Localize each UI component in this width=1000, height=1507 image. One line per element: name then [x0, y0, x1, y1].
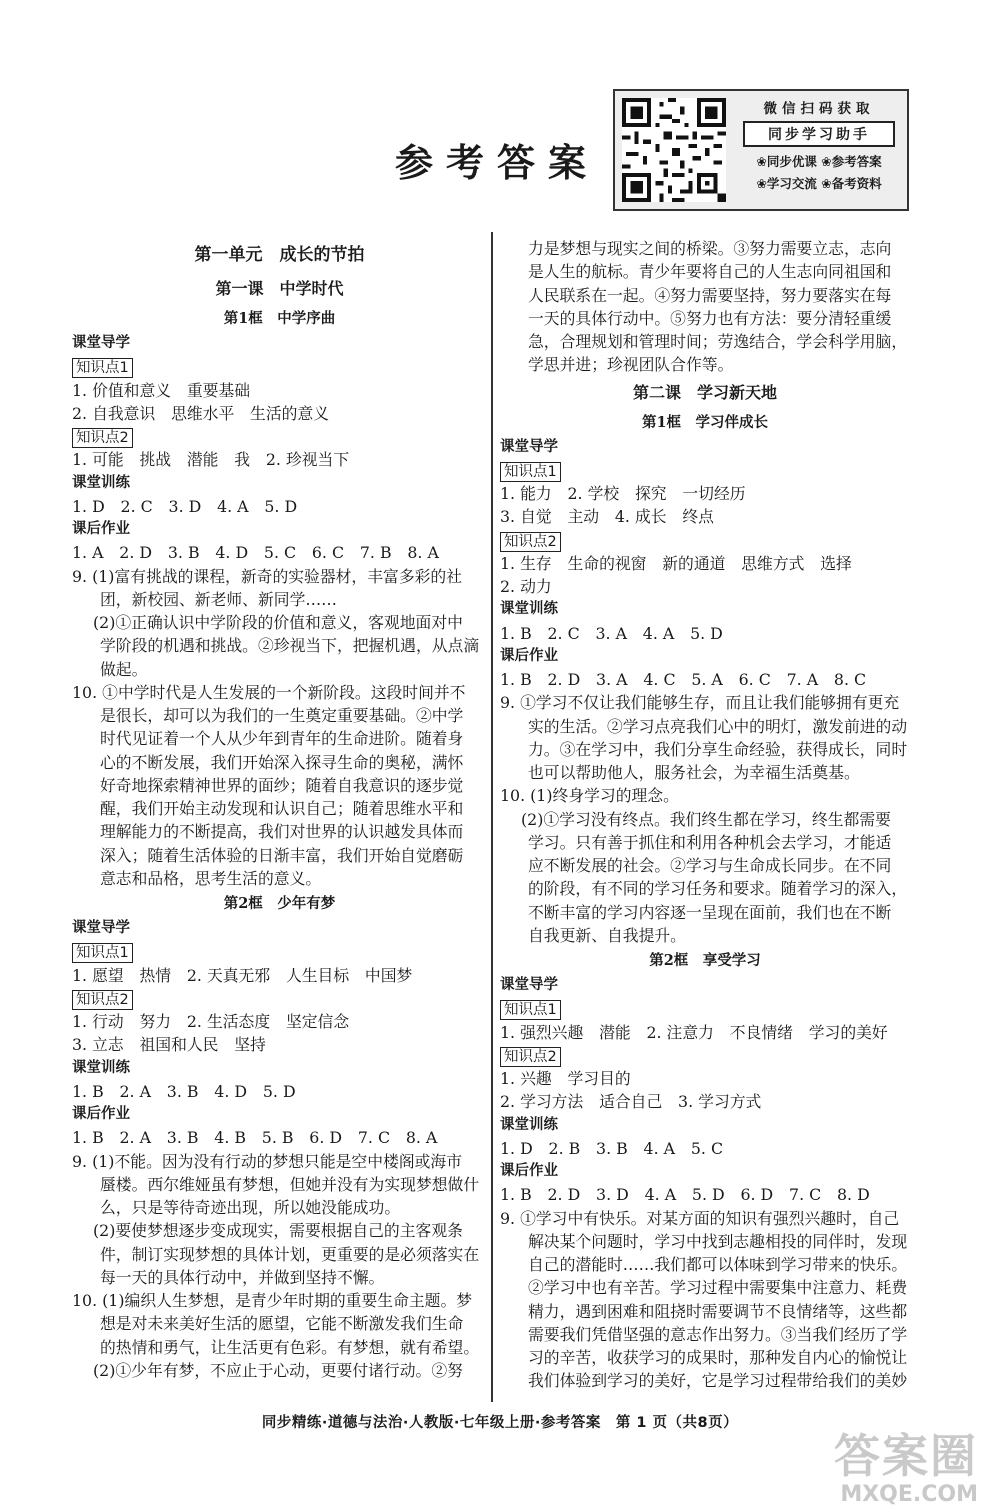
subsection-label	[72, 518, 487, 541]
subsection-label-text: 课后作业	[72, 521, 130, 537]
answer-line-subpart-text: (2)①学习没有终点。我们终生都在学习，终生都需要	[521, 809, 891, 829]
answer-line-continued-text: 自我更新、自我提升。	[528, 925, 686, 945]
subsection-label-text: 课堂训练	[500, 1116, 558, 1133]
answer-line-continued	[500, 307, 910, 330]
answer-line-continued-text: 实的生活。②学习点亮我们心中的明灯，激发前进的动	[528, 716, 908, 736]
answer-line-continued	[500, 1276, 910, 1299]
answer-line-continued	[500, 1230, 910, 1253]
knowledge-point-tag	[72, 425, 487, 448]
left-column	[72, 237, 487, 1382]
answer-line-continued-text: 理解能力的不断提高，我们对世界的认识越发具体而	[100, 822, 464, 842]
answer-line-text: 1. 强烈兴趣 潜能 2. 注意力 不良情绪 学习的美好	[500, 1022, 888, 1042]
column-divider	[491, 232, 493, 1402]
answer-line	[72, 541, 487, 564]
answer-line-text: 9. ①学习中有快乐。对某方面的知识有强烈兴趣时，自己	[500, 1208, 900, 1228]
answer-line-continued-text: 做起。	[100, 659, 148, 679]
answer-line-continued	[72, 867, 487, 890]
answer-line-continued-text: 蜃楼。西尔维娅虽有梦想，但她并没有为实现梦想做什	[100, 1174, 480, 1194]
answer-line-text: 3. 立志 祖国和人民 坚持	[72, 1035, 266, 1055]
answer-line-continued-text: 急，合理规划和管理时间；劳逸结合，学会科学用脑，	[528, 332, 908, 351]
answer-line-subpart-text: (2)①少年有梦，不应止于心动，更要付诸行动。②努	[93, 1360, 463, 1380]
answer-line-text: 2. 自我意识 思维水平 生活的意义	[72, 403, 330, 423]
unit-heading-text: 第一单元 成长的节拍	[194, 245, 365, 265]
answer-line-continued-text: 好奇地探索精神世界的面纱；随着自我意识的逐步觉	[100, 775, 464, 795]
answer-line	[72, 379, 487, 402]
answer-line-continued	[500, 901, 910, 924]
answer-line-text: 1. B 2. D 3. A 4. C 5. A 6. C 7. A 8. C	[500, 670, 867, 689]
answer-line-continued	[72, 774, 487, 797]
answer-line	[72, 964, 487, 987]
answer-line-text: 9. (1)富有挑战的课程，新奇的实验器材，丰富多彩的社	[72, 566, 463, 586]
knowledge-point-tag	[500, 459, 910, 482]
answer-line-continued	[500, 1346, 910, 1369]
answer-line	[500, 552, 910, 575]
answer-line-subpart	[72, 1219, 487, 1242]
answer-line	[72, 565, 487, 588]
answer-line-subpart	[500, 808, 910, 831]
answer-line-continued	[72, 1243, 487, 1266]
answer-line-continued	[72, 1336, 487, 1359]
subsection-label-text: 课堂训练	[500, 601, 558, 618]
answer-line	[72, 1126, 487, 1149]
answer-line-text: 2. 动力	[500, 577, 552, 596]
watermark-text: 答案圈	[834, 1429, 978, 1483]
answer-line-continued-text: 意志和品格，思考生活的意义。	[100, 868, 322, 888]
answer-line-subpart-text: (2)①正确认识中学阶段的价值和意义，客观地面对中	[93, 613, 463, 632]
answer-line-continued	[500, 924, 910, 947]
section-heading	[500, 947, 910, 974]
knowledge-point-tag-text: 知识点1	[500, 462, 561, 482]
knowledge-point-tag	[500, 997, 910, 1020]
answer-line-continued-text: 件，制订实现梦想的具体计划，更重要的是必须落实在	[100, 1244, 480, 1264]
subsection-label	[500, 598, 910, 621]
answer-line-continued	[72, 797, 487, 820]
answer-line	[500, 505, 910, 528]
answer-line-continued	[72, 727, 487, 750]
answer-line-continued-text: 解决某个问题时，学习中找到志趣相投的同伴时，发现	[528, 1231, 908, 1251]
answer-line-continued	[500, 831, 910, 854]
answer-line	[500, 668, 910, 691]
answer-line-text: 3. 自觉 主动 4. 成长 终点	[500, 507, 714, 527]
subsection-label	[500, 1160, 910, 1183]
answer-line	[500, 622, 910, 645]
answer-line-text: 10. (1)编织人生梦想，是青少年时期的重要生命主题。梦	[72, 1291, 473, 1310]
subsection-label	[72, 917, 487, 940]
answer-line-continued-text: 我们体验到学习的美好，它是学习过程带给我们的美妙	[528, 1371, 908, 1391]
answer-line-continued	[500, 761, 910, 784]
answer-line-text: 1. 兴趣 学习目的	[500, 1069, 631, 1088]
lesson-heading-text: 第二课 学习新天地	[632, 382, 777, 402]
subsection-label-text: 课堂导学	[500, 438, 558, 455]
answer-line-text: 1. B 2. A 3. B 4. D 5. D	[72, 1081, 296, 1101]
answer-line-continued	[72, 658, 487, 681]
answer-line-continued	[500, 1369, 910, 1392]
answer-line	[500, 482, 910, 505]
answer-line-continued-text: 是很长，却可以为我们的一生奠定重要基础。②中学	[100, 706, 464, 725]
answer-line	[72, 495, 487, 518]
answer-line-text: 1. B 2. C 3. A 4. A 5. D	[500, 623, 723, 643]
answer-line-text: 1. D 2. C 3. D 4. A 5. D	[72, 496, 298, 516]
answer-line-continued	[500, 353, 910, 376]
answer-line	[500, 1183, 910, 1206]
knowledge-point-tag-text: 知识点1	[72, 943, 133, 963]
answer-line	[500, 575, 910, 598]
subsection-label	[500, 645, 910, 668]
qr-caption	[733, 97, 905, 192]
section-heading-text: 第2框 少年有梦	[223, 895, 336, 912]
watermark-url: MXQE.COM	[840, 1482, 978, 1507]
qr-caption-line3: ❀同步优课 ❀参考答案	[756, 154, 882, 169]
answer-line	[72, 1080, 487, 1103]
answer-line-continued-text: 力。③在学习中，我们分享生命经验，获得成长，同时	[528, 739, 908, 759]
lesson-heading-text: 第一课 中学时代	[215, 279, 344, 298]
answer-line-continued	[500, 715, 910, 738]
answer-line-text: 10. ①中学时代是人生发展的一个新阶段。这段时间并不	[72, 682, 466, 702]
answer-line-text: 9. ①学习不仅让我们能够生存，而且让我们能够拥有更充	[500, 693, 900, 713]
answer-line-continued	[500, 877, 910, 900]
answer-line-continued-text: 时代见证着一个人从少年到青年的生命进阶。随着身	[100, 729, 464, 749]
answer-line-subpart-text: (2)要使梦想逐步变成现实，需要根据自己的主客观条	[93, 1221, 463, 1241]
answer-line-text: 1. 生存 生命的视窗 新的通道 思维方式 选择	[500, 553, 852, 573]
qr-caption-line1: 微信扫码获取	[763, 101, 875, 117]
answer-line-continued	[500, 284, 910, 307]
answer-line-text: 1. B 2. D 3. D 4. A 5. D 6. D 7. C 8. D	[500, 1185, 870, 1205]
subsection-label-text: 课堂训练	[72, 1059, 130, 1076]
knowledge-point-tag	[500, 529, 910, 552]
subsection-label	[72, 332, 487, 355]
answer-line-subpart	[72, 1359, 487, 1382]
answer-line-continued-text: 需要我们凭借坚强的意志作出努力。③当我们经历了学	[528, 1324, 908, 1344]
answer-line-text: 1. B 2. A 3. B 4. B 5. B 6. D 7. C 8. A	[72, 1128, 438, 1148]
knowledge-point-tag-text: 知识点1	[72, 358, 133, 378]
section-heading	[72, 890, 487, 917]
answer-line	[72, 448, 487, 471]
section-heading	[500, 409, 910, 436]
answer-line-continued-text: 精力，遇到困难和阻挠时需要调节不良情绪等，这些都	[528, 1301, 908, 1321]
answer-line-continued	[500, 237, 910, 260]
answer-line-text: 1. 价值和意义 重要基础	[72, 380, 251, 400]
subsection-label-text: 课堂导学	[500, 977, 558, 993]
unit-heading	[72, 237, 487, 273]
subsection-label-text: 课堂导学	[72, 920, 130, 936]
answer-line	[72, 1289, 487, 1312]
answer-line	[500, 1137, 910, 1160]
subsection-label	[72, 1103, 487, 1126]
subsection-label	[500, 974, 910, 997]
knowledge-point-tag	[72, 940, 487, 963]
section-heading-text: 第1框 中学序曲	[223, 310, 336, 327]
answer-line	[500, 691, 910, 714]
answer-line-continued	[72, 1266, 487, 1289]
answer-line-continued-text: 一天的具体行动中。⑤努力也有方法：要分清轻重缓	[528, 308, 892, 328]
watermark-logo	[834, 1420, 978, 1507]
answer-line-continued-text: 么，只是等待奇迹出现，所以她没能成功。	[100, 1198, 401, 1217]
answer-line-continued	[500, 1300, 910, 1323]
answer-line-text: 1. D 2. B 3. B 4. A 5. C	[500, 1138, 724, 1158]
answer-line-continued	[500, 260, 910, 283]
answer-line-continued-text: 习的辛苦，收获学习的成果时，那种发自内心的愉悦让	[528, 1348, 908, 1367]
knowledge-point-tag-text: 知识点1	[500, 1000, 561, 1020]
qr-caption-line4: ❀学习交流 ❀备考资料	[756, 176, 882, 191]
lesson-heading	[500, 377, 910, 409]
knowledge-point-tag-text: 知识点2	[72, 428, 133, 448]
subsection-label-text: 课后作业	[72, 1106, 130, 1122]
answer-line-text: 1. A 2. D 3. B 4. D 5. C 6. C 7. B 8. A	[72, 543, 439, 563]
answer-line-continued	[500, 1253, 910, 1276]
answer-line-text: 9. (1)不能。因为没有行动的梦想只能是空中楼阁或海市	[72, 1151, 463, 1171]
answer-line-text: 1. 愿望 热情 2. 天真无邪 人生目标 中国梦	[72, 965, 413, 985]
answer-line	[72, 1150, 487, 1173]
answer-line-continued-text: 自己的潜能时……我们都可以体味到学习带来的快乐。	[528, 1255, 908, 1274]
subsection-label-text: 课堂导学	[72, 335, 130, 351]
answer-line-continued	[500, 854, 910, 877]
answer-line	[500, 1090, 910, 1113]
answer-line	[500, 1021, 910, 1044]
knowledge-point-tag-text: 知识点2	[500, 1047, 561, 1067]
answer-line-continued-text: 每一天的具体行动中，并做到坚持不懈。	[100, 1267, 385, 1287]
answer-line-continued-text: 团，新校园、新老师、新同学……	[100, 589, 337, 609]
qr-caption-line2: 同步学习助手	[743, 121, 895, 147]
answer-line	[72, 681, 487, 704]
section-heading-text: 第2框 享受学习	[649, 952, 761, 969]
subsection-label	[500, 1114, 910, 1137]
answer-line-continued	[72, 1173, 487, 1196]
answer-line-continued-text: 深入；随着生活体验的日渐丰富，我们开始自觉磨砺	[100, 845, 464, 865]
subsection-label-text: 课后作业	[500, 647, 558, 664]
page-footer: 同步精练·道德与法治·人教版·七年级上册·参考答案 第 1 页（共8页）	[261, 1415, 739, 1431]
answer-line-continued	[72, 820, 487, 843]
knowledge-point-tag-text: 知识点2	[500, 532, 561, 552]
answer-line-continued-text: 力是梦想与现实之间的桥梁。③努力需要立志，志向	[528, 239, 892, 258]
answer-line-continued-text: 的热情和勇气，让生活更有色彩。有梦想，就有希望。	[100, 1337, 480, 1357]
knowledge-point-tag-text: 知识点2	[72, 990, 133, 1010]
subsection-label	[500, 436, 910, 459]
answer-line-continued-text: 想是对未来美好生活的愿望，它能不断激发我们生命	[100, 1314, 464, 1334]
answer-line-subpart	[72, 611, 487, 634]
answer-line	[72, 402, 487, 425]
answer-line-continued-text: 也可以帮助他人，服务社会，为幸福生活奠基。	[528, 763, 860, 782]
lesson-heading	[72, 273, 487, 305]
qr-code-panel[interactable]	[613, 89, 909, 211]
section-heading-text: 第1框 学习伴成长	[641, 413, 769, 431]
answer-line-continued	[72, 751, 487, 774]
answer-line-text: 1. 能力 2. 学校 探究 一切经历	[500, 484, 746, 503]
answer-line	[72, 1033, 487, 1056]
answer-line-continued	[72, 634, 487, 657]
right-column	[500, 237, 910, 1393]
answer-line-continued-text: 醒，我们开始主动发现和认识自己；随着思维水平和	[100, 799, 464, 818]
answer-line-continued-text: 学习。只有善于抓住和利用各种机会去学习，才能适	[528, 832, 892, 852]
answer-line-continued	[500, 1323, 910, 1346]
answer-line-continued-text: 学思并进；珍视团队合作等。	[528, 355, 734, 375]
answer-line-continued	[500, 738, 910, 761]
answer-line-continued-text: 的阶段，有不同的学习任务和要求。随着学习的深入，	[528, 879, 908, 899]
answer-line-continued	[72, 588, 487, 611]
answer-line-text: 10. (1)终身学习的理念。	[500, 786, 679, 806]
answer-line	[500, 1067, 910, 1090]
answer-line-continued-text: 是人生的航标。青少年要将自己的人生志向同祖国和	[528, 262, 892, 282]
answer-line-continued	[72, 704, 487, 727]
page-title: 参考答案	[395, 141, 600, 185]
section-heading	[72, 305, 487, 332]
subsection-label	[72, 472, 487, 495]
answer-line-continued-text: 学阶段的机遇和挑战。②珍视当下，把握机遇，从点滴	[100, 636, 480, 656]
answer-line	[500, 784, 910, 807]
subsection-label-text: 课堂训练	[72, 474, 130, 491]
answer-line-continued-text: 不断丰富的学习内容逐一呈现在面前，我们也在不断	[528, 902, 892, 922]
answer-line-continued	[72, 1312, 487, 1335]
answer-line-continued	[72, 1196, 487, 1219]
knowledge-point-tag	[72, 355, 487, 378]
answer-line-text: 2. 学习方法 适合自己 3. 学习方式	[500, 1092, 762, 1112]
answer-line-continued-text: 人民联系在一起。④努力需要坚持，努力要落实在每	[528, 285, 892, 305]
answer-line-text: 1. 可能 挑战 潜能 我 2. 珍视当下	[72, 450, 350, 470]
answer-line-continued	[500, 330, 910, 353]
answer-line-continued-text: 应不断发展的社会。②学习与生命成长同步。在不同	[528, 856, 892, 875]
answer-line-continued	[72, 844, 487, 867]
knowledge-point-tag	[72, 987, 487, 1010]
answer-line	[500, 1207, 910, 1230]
subsection-label	[72, 1057, 487, 1080]
answer-line-continued-text: 心的不断发展，我们开始深入探寻生命的奥秘，满怀	[100, 752, 464, 772]
answer-line-continued-text: ②学习中也有辛苦。学习过程中需要集中注意力、耗费	[528, 1278, 908, 1298]
qr-code-image[interactable]	[622, 98, 726, 202]
subsection-label-text: 课后作业	[500, 1163, 558, 1179]
answer-line-text: 1. 行动 努力 2. 生活态度 坚定信念	[72, 1012, 350, 1031]
knowledge-point-tag	[500, 1044, 910, 1067]
answer-line	[72, 1010, 487, 1033]
